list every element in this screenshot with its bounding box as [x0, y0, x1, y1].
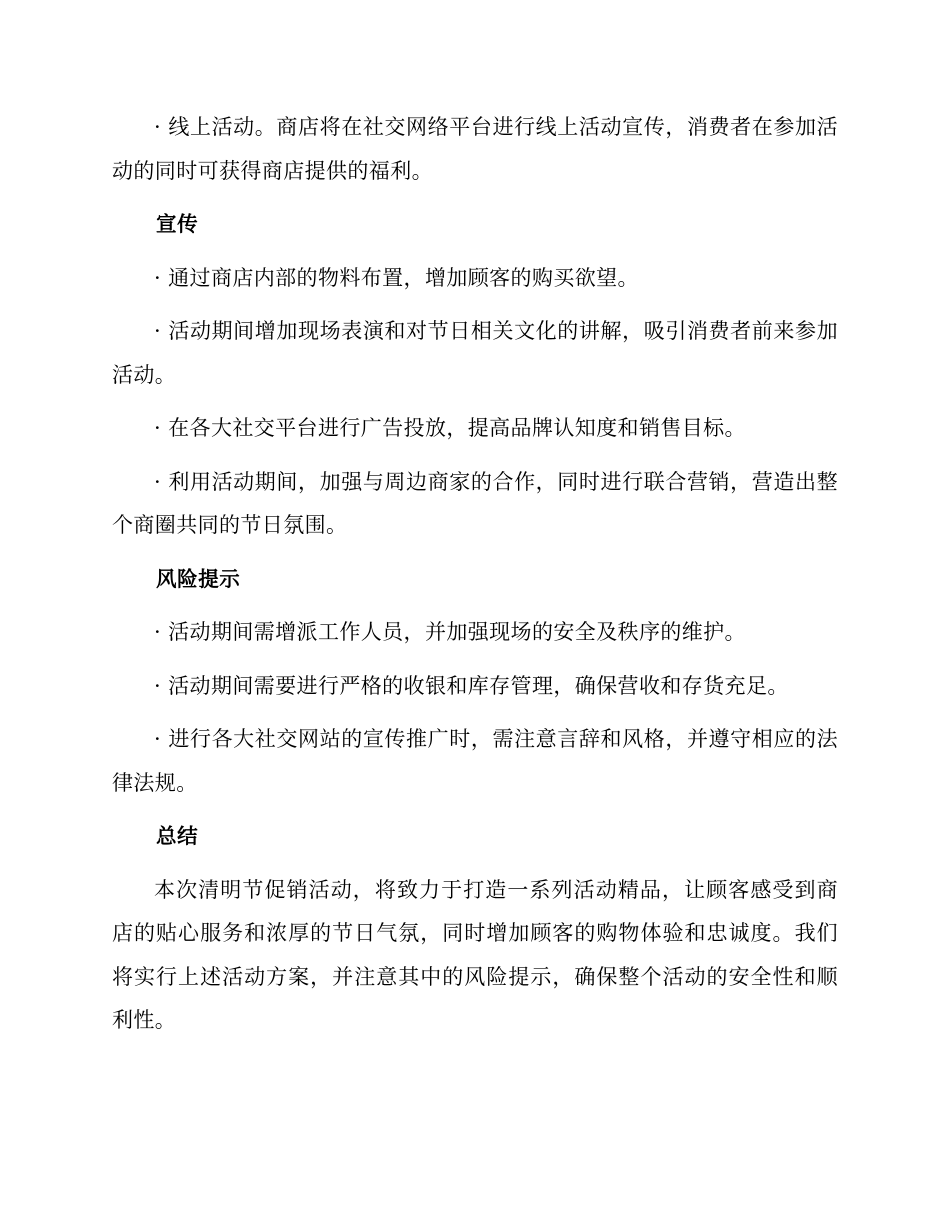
section-heading-risk: 风险提示	[156, 566, 241, 591]
summary-paragraph: 本次清明节促销活动，将致力于打造一系列活动精品，让顾客感受到商店的贴心服务和浓厚的节日气氛，同时增加顾客的购物体验和忠诚度。我们将实行上述活动方案，并注意其中的风险提示，确保整个活动的安全性和顺利性。	[112, 877, 838, 1032]
bullet-social-ads: · 在各大社交平台进行广告投放，提高品牌认知度和销售目标。	[154, 416, 746, 440]
bullet-cashier-inventory: · 活动期间需要进行严格的收银和库存管理，确保营收和存货充足。	[154, 673, 789, 698]
section-heading-promotion: 宣传	[156, 212, 199, 236]
bullet-live-performance: · 活动期间增加现场表演和对节日相关文化的讲解，吸引消费者前来参加活动。	[112, 319, 838, 387]
section-heading-summary: 总结	[156, 824, 199, 848]
bullet-online-activity: · 线上活动。商店将在社交网络平台进行线上活动宣传，消费者在参加活动的同时可获得商店提供的福利。	[112, 115, 838, 183]
bullet-joint-marketing: · 利用活动期间，加强与周边商家的合作，同时进行联合营销，营造出整个商圈共同的节日氛围。	[112, 469, 838, 537]
bullet-staffing: · 活动期间需增派工作人员，并加强现场的安全及秩序的维护。	[154, 620, 746, 644]
bullet-store-materials: · 通过商店内部的物料布置，增加顾客的购买欲望。	[154, 265, 639, 290]
bullet-compliance: · 进行各大社交网站的宣传推广时，需注意言辞和风格，并遵守相应的法律法规。	[112, 727, 838, 795]
